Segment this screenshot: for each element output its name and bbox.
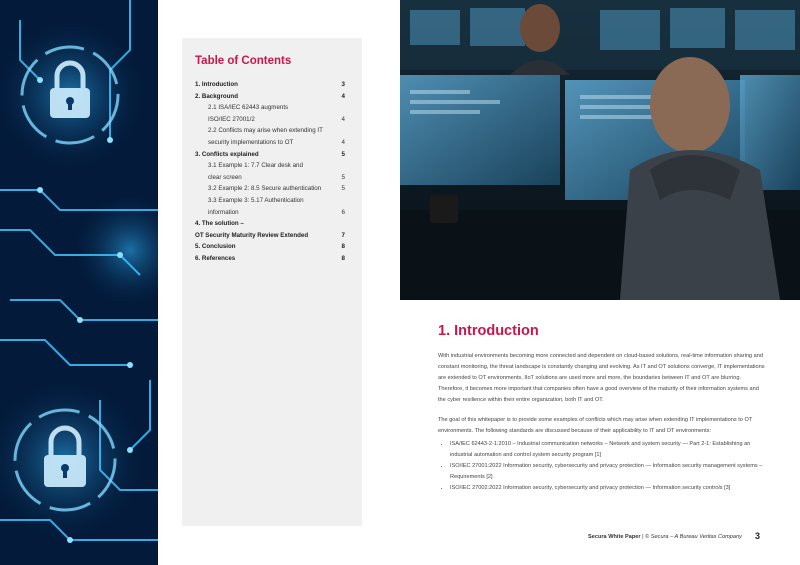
toc-entry-label: 1. Introduction <box>195 81 238 88</box>
toc-entry-label: security implementations to OT <box>208 138 294 146</box>
toc-list <box>195 79 345 265</box>
toc-entry-label: 3. Conflicts explained <box>195 150 259 158</box>
toc-entry-page: 5 <box>341 185 345 193</box>
toc-entry-page <box>339 160 345 172</box>
toc-entry-page <box>339 218 345 230</box>
toc-entry-page: 4 <box>341 92 345 100</box>
toc-entry[interactable] <box>195 149 345 161</box>
page-number: 3 <box>755 531 761 541</box>
footer-company: © Secura – A Bureau Veritas Company <box>645 534 742 540</box>
toc-entry[interactable] <box>195 125 345 137</box>
section-title-introduction: 1. Introduction <box>438 323 539 339</box>
toc-entry-label: ISO/IEC 27001/2 <box>208 115 255 123</box>
toc-entry-page: 5 <box>341 173 345 181</box>
intro-paragraph: The goal of this whitepaper is to provide some examples of conflicts which may arise when extending IT implementations to OT environments. The following standards are discussed because of their applicability to IT and OT environments: <box>438 417 753 434</box>
toc-entry-label: 6. References <box>195 254 236 262</box>
toc-entry-label: information <box>208 208 239 216</box>
toc-entry[interactable] <box>195 137 345 149</box>
toc-entry-page: 5 <box>341 150 345 158</box>
toc-entry-page <box>339 102 345 114</box>
toc-entry-label: 5. Conclusion <box>195 243 236 251</box>
toc-entry-page: 7 <box>341 231 345 239</box>
toc-entry[interactable] <box>195 91 345 103</box>
list-item: • ISO/IEC 27002:2022 Information security, cybersecurity and privacy protection — Information security controls [3] <box>450 483 768 494</box>
toc-entry-label: 2.1 ISA/IEC 62443 augments <box>208 104 289 112</box>
list-item: • ISA/IEC 62443-2-1:2010 – Industrial communication networks – Network and system security — Part 2-1: Establishing an industrial automation and control system security program [1] <box>450 439 768 461</box>
toc-title: Table of Contents <box>195 55 292 67</box>
circuit-board-image <box>0 0 158 565</box>
toc-entry-page: 3 <box>341 81 345 88</box>
standards-list <box>438 439 768 494</box>
toc-entry-label: 4. The solution – <box>195 220 244 228</box>
toc-entry-label: 3.3 Example 3: 5.17 Authentication <box>208 196 304 204</box>
toc-entry-page: 8 <box>341 243 345 251</box>
toc-entry[interactable] <box>195 79 345 91</box>
page-footer <box>588 534 742 540</box>
list-item: • ISO/IEC 27001:2022 Information security, cybersecurity and privacy protection — Information security management systems – Requirements [2] <box>450 461 768 483</box>
toc-entry[interactable] <box>195 160 345 172</box>
toc-entry[interactable] <box>195 218 345 230</box>
footer-separator: | <box>642 534 644 540</box>
toc-entry[interactable] <box>195 253 345 265</box>
toc-entry-page <box>339 195 345 207</box>
toc-entry[interactable] <box>195 207 345 219</box>
toc-entry-page: 8 <box>341 254 345 262</box>
operators-at-monitors-photo <box>400 0 800 300</box>
toc-entry-label: OT Security Maturity Review Extended <box>195 231 309 239</box>
toc-entry-label: 2. Background <box>195 92 238 100</box>
introduction-body <box>438 351 768 494</box>
toc-entry[interactable] <box>195 195 345 207</box>
toc-entry-page <box>339 125 345 137</box>
toc-entry[interactable] <box>195 230 345 242</box>
toc-entry[interactable] <box>195 102 345 114</box>
toc-entry-label: 2.2 Conflicts may arise when extending IT <box>208 127 323 135</box>
table-of-contents <box>182 38 362 526</box>
toc-entry[interactable] <box>195 183 345 195</box>
toc-entry-page: 4 <box>341 115 345 123</box>
intro-paragraph: With industrial environments becoming more connected and dependent on cloud-based solutions, real-time information sharing and constant monitoring, the threat landscape is constantly changing and evolving. As IT and OT solutions converge, IT implementations are extended to OT environments, IIoT solutions are used more and more, the boundaries between IT and OT are blurring. Therefore, it becomes more important that companies often have a good overview of the maturity of their information systems and the cyber resilience within their entire organization, both IT and OT. <box>438 353 765 403</box>
toc-entry[interactable] <box>195 241 345 253</box>
toc-entry-label: 3.2 Example 2: 8.5 Secure authentication <box>208 185 322 193</box>
toc-entry-label: 3.1 Example 1: 7.7 Clear desk and <box>208 162 303 170</box>
toc-entry[interactable] <box>195 172 345 184</box>
toc-entry-page: 4 <box>341 138 345 146</box>
toc-entry[interactable] <box>195 114 345 126</box>
toc-entry-page: 6 <box>341 208 345 216</box>
footer-brand: Secura White Paper <box>588 534 641 540</box>
toc-entry-label: clear screen <box>208 173 242 181</box>
